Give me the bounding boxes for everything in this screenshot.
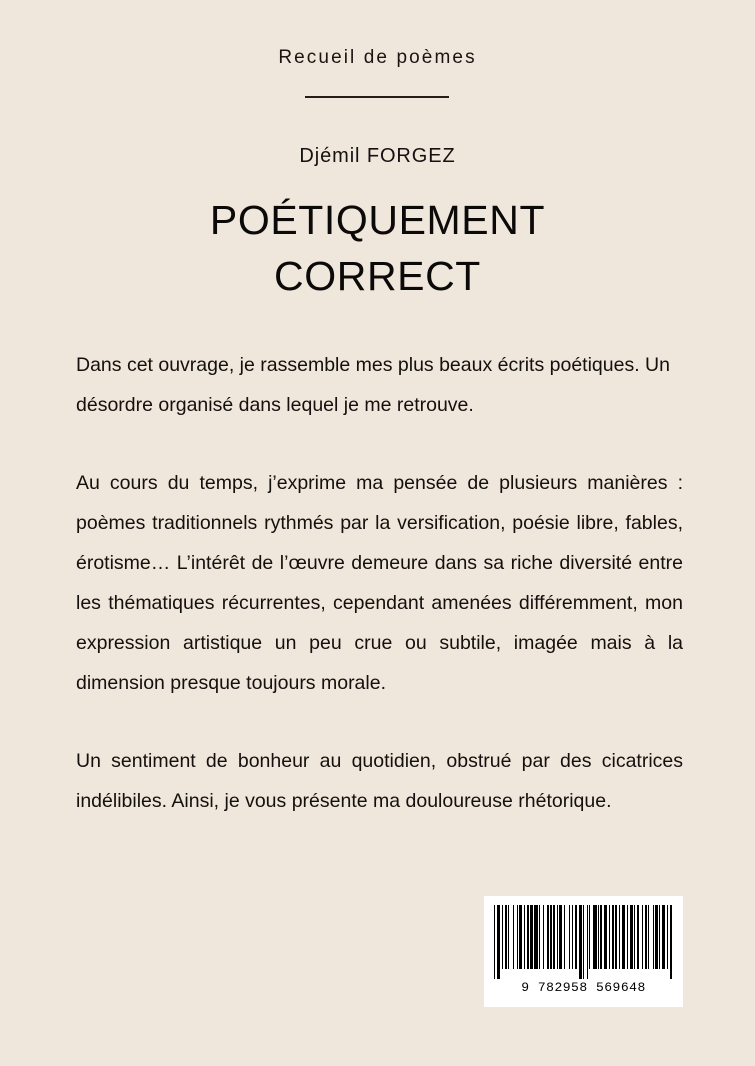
blurb-text xyxy=(76,345,683,821)
blurb-paragraph: Dans cet ouvrage, je rassemble mes plus beaux écrits poétiques. Un désordre organisé dans lequel je me retrouve. xyxy=(76,354,670,416)
blurb-paragraph: Un sentiment de bonheur au quotidien, obstrué par des cicatrices indélibiles. Ainsi, je vous présente ma douloureuse rhétorique. xyxy=(76,750,683,812)
page-title xyxy=(0,192,755,304)
collection-label: Recueil de poèmes xyxy=(278,47,477,68)
title-line-1: POÉTIQUEMENT xyxy=(209,197,546,243)
title-line-2: CORRECT xyxy=(274,253,481,299)
header-divider xyxy=(305,96,449,98)
barcode xyxy=(484,896,683,1007)
barcode-bars xyxy=(494,905,673,979)
blurb-paragraph: Au cours du temps, j’exprime ma pensée de plusieurs manières : poèmes traditionnels rythmés par la versification, poésie libre, fables, érotisme… L’intérêt de l’œuvre demeure dans sa riche diversité entre les thématiques récurrentes, cependant amenées différemment, mon expression artistique un peu crue ou subtile, imagée mais à la dimension presque toujours morale. xyxy=(76,472,683,694)
barcode-digits: 9 782958 569648 xyxy=(521,980,646,995)
author-name: Djémil FORGEZ xyxy=(299,145,456,167)
